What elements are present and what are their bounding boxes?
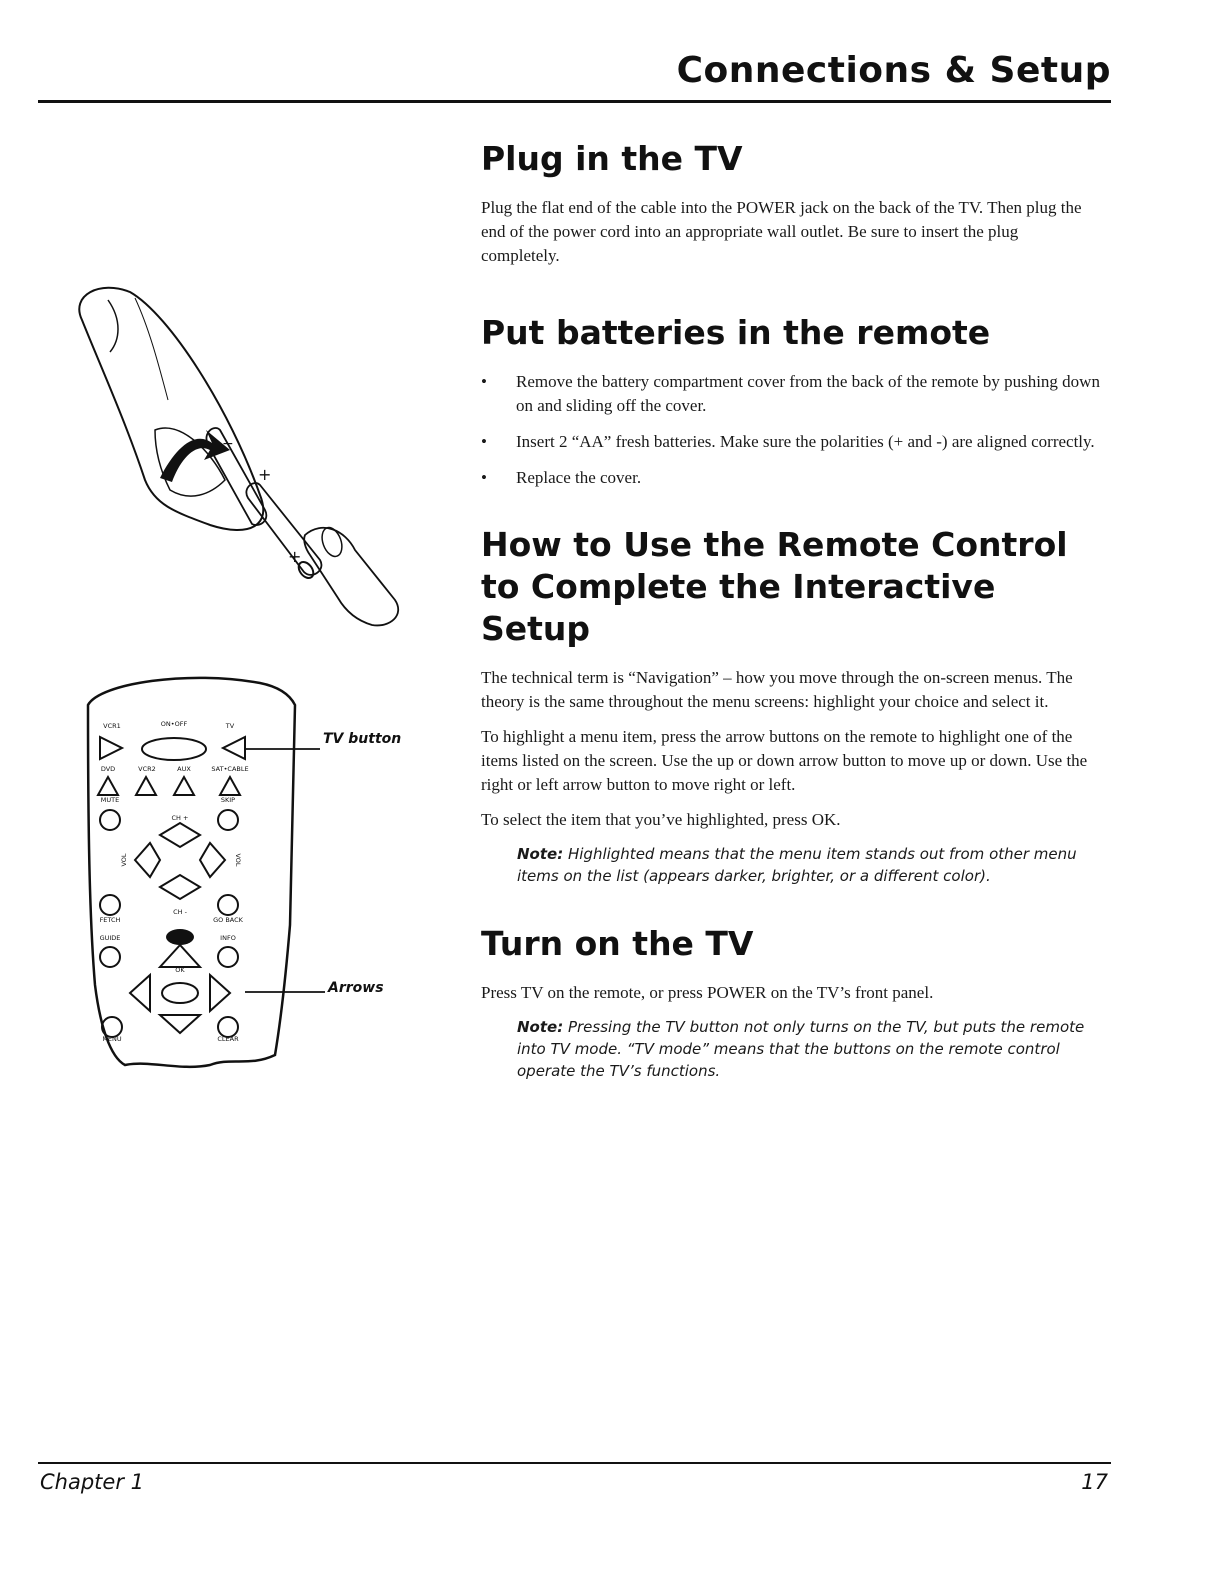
battery-insertion-illustration xyxy=(60,280,410,640)
label-mute: MUTE xyxy=(100,796,120,804)
label-skip: SKIP xyxy=(220,796,236,804)
label-vcr1: VCR1 xyxy=(103,722,121,730)
howto-paragraph-1: The technical term is “Navigation” – how you move through the on-screen menus. The theory is the same throughout the menu screens: highlight your choice and select it. xyxy=(481,668,1073,711)
label-vol-left: VOL xyxy=(120,853,128,867)
section-turn-on xyxy=(481,923,1101,1082)
section-how-to-use xyxy=(481,524,1101,887)
main-content xyxy=(481,138,1101,1094)
remote-outline xyxy=(88,678,295,1067)
label-ok: OK xyxy=(175,966,185,974)
label-dvd: DVD xyxy=(100,765,116,773)
label-clear: CLEAR xyxy=(217,1035,239,1043)
label-vcr2: VCR2 xyxy=(138,765,156,773)
plug-in-paragraph: Plug the flat end of the cable into the POWER jack on the back of the TV. Then plug the end of the power cord into an appropriate wall outlet. Be sure to insert the plug completely. xyxy=(481,198,1082,265)
callout-arrows: Arrows xyxy=(328,980,384,996)
turn-on-paragraph: Press TV on the remote, or press POWER on the TV’s front panel. xyxy=(481,983,934,1002)
heading-batteries: Put batteries in the remote xyxy=(481,313,991,352)
label-guide: GUIDE xyxy=(99,934,121,942)
insertion-arrow xyxy=(160,430,230,482)
list-item: • Insert 2 “AA” fresh batteries. Make sure the polarities (+ and -) are aligned correctly. xyxy=(481,430,1101,454)
battery-cover xyxy=(304,528,398,626)
batteries-list xyxy=(481,370,1101,490)
page-header-title: Connections & Setup xyxy=(676,50,1111,91)
header-rule xyxy=(38,100,1111,103)
section-plug-in xyxy=(481,138,1101,268)
center-select-button xyxy=(166,929,194,945)
polarity-minus: − xyxy=(222,436,234,452)
label-tv: TV xyxy=(225,722,235,730)
page-number: 17 xyxy=(1081,1470,1108,1494)
highlight-note: Note: Highlighted means that the menu item stands out from other menu items on the list (appears darker, brighter, or a different color). xyxy=(517,845,1077,885)
label-info: INFO xyxy=(220,934,236,942)
list-item: • Remove the battery compartment cover from the back of the remote by pushing down on and sliding off the cover. xyxy=(481,372,1100,415)
tv-mode-note: Note: Pressing the TV button not only turns on the TV, but puts the remote into TV mode. “TV mode” means that the buttons on the remote control operate the TV’s functions. xyxy=(517,1018,1085,1080)
polarity-plus-2: + xyxy=(288,547,302,566)
howto-paragraph-2: To highlight a menu item, press the arrow buttons on the remote to highlight one of the items listed on the screen. Use the up or down arrow button to move up or down. Use the right or left arrow button to move right or left. xyxy=(481,727,1088,794)
callout-tv-button: TV button xyxy=(323,731,402,747)
bullet-icon: • xyxy=(481,468,487,487)
howto-paragraph-3: To select the item that you’ve highlighted, press OK. xyxy=(481,810,841,829)
section-batteries xyxy=(481,312,1101,490)
remote-control-illustration xyxy=(80,665,410,1085)
label-chdown: CH - xyxy=(173,908,187,916)
list-item: • Replace the cover. xyxy=(481,466,1101,490)
label-satcable: SAT•CABLE xyxy=(211,765,249,773)
footer-chapter: Chapter 1 xyxy=(40,1470,144,1494)
label-onoff: ON•OFF xyxy=(160,720,188,728)
polarity-plus-1: + xyxy=(258,465,272,484)
heading-plug-in: Plug in the TV xyxy=(481,139,743,178)
label-aux: AUX xyxy=(177,765,191,773)
label-menu: MENU xyxy=(102,1035,122,1043)
footer-rule xyxy=(38,1462,1111,1464)
bullet-icon: • xyxy=(481,372,487,391)
label-goback: GO BACK xyxy=(213,916,243,924)
heading-how-to-use: How to Use the Remote Control to Complete the Interactive Setup xyxy=(481,525,1068,648)
label-fetch: FETCH xyxy=(99,916,121,924)
heading-turn-on: Turn on the TV xyxy=(481,924,754,963)
label-vol-right: VOL xyxy=(234,853,242,867)
bullet-icon: • xyxy=(481,432,487,451)
label-chup: CH + xyxy=(171,814,189,822)
